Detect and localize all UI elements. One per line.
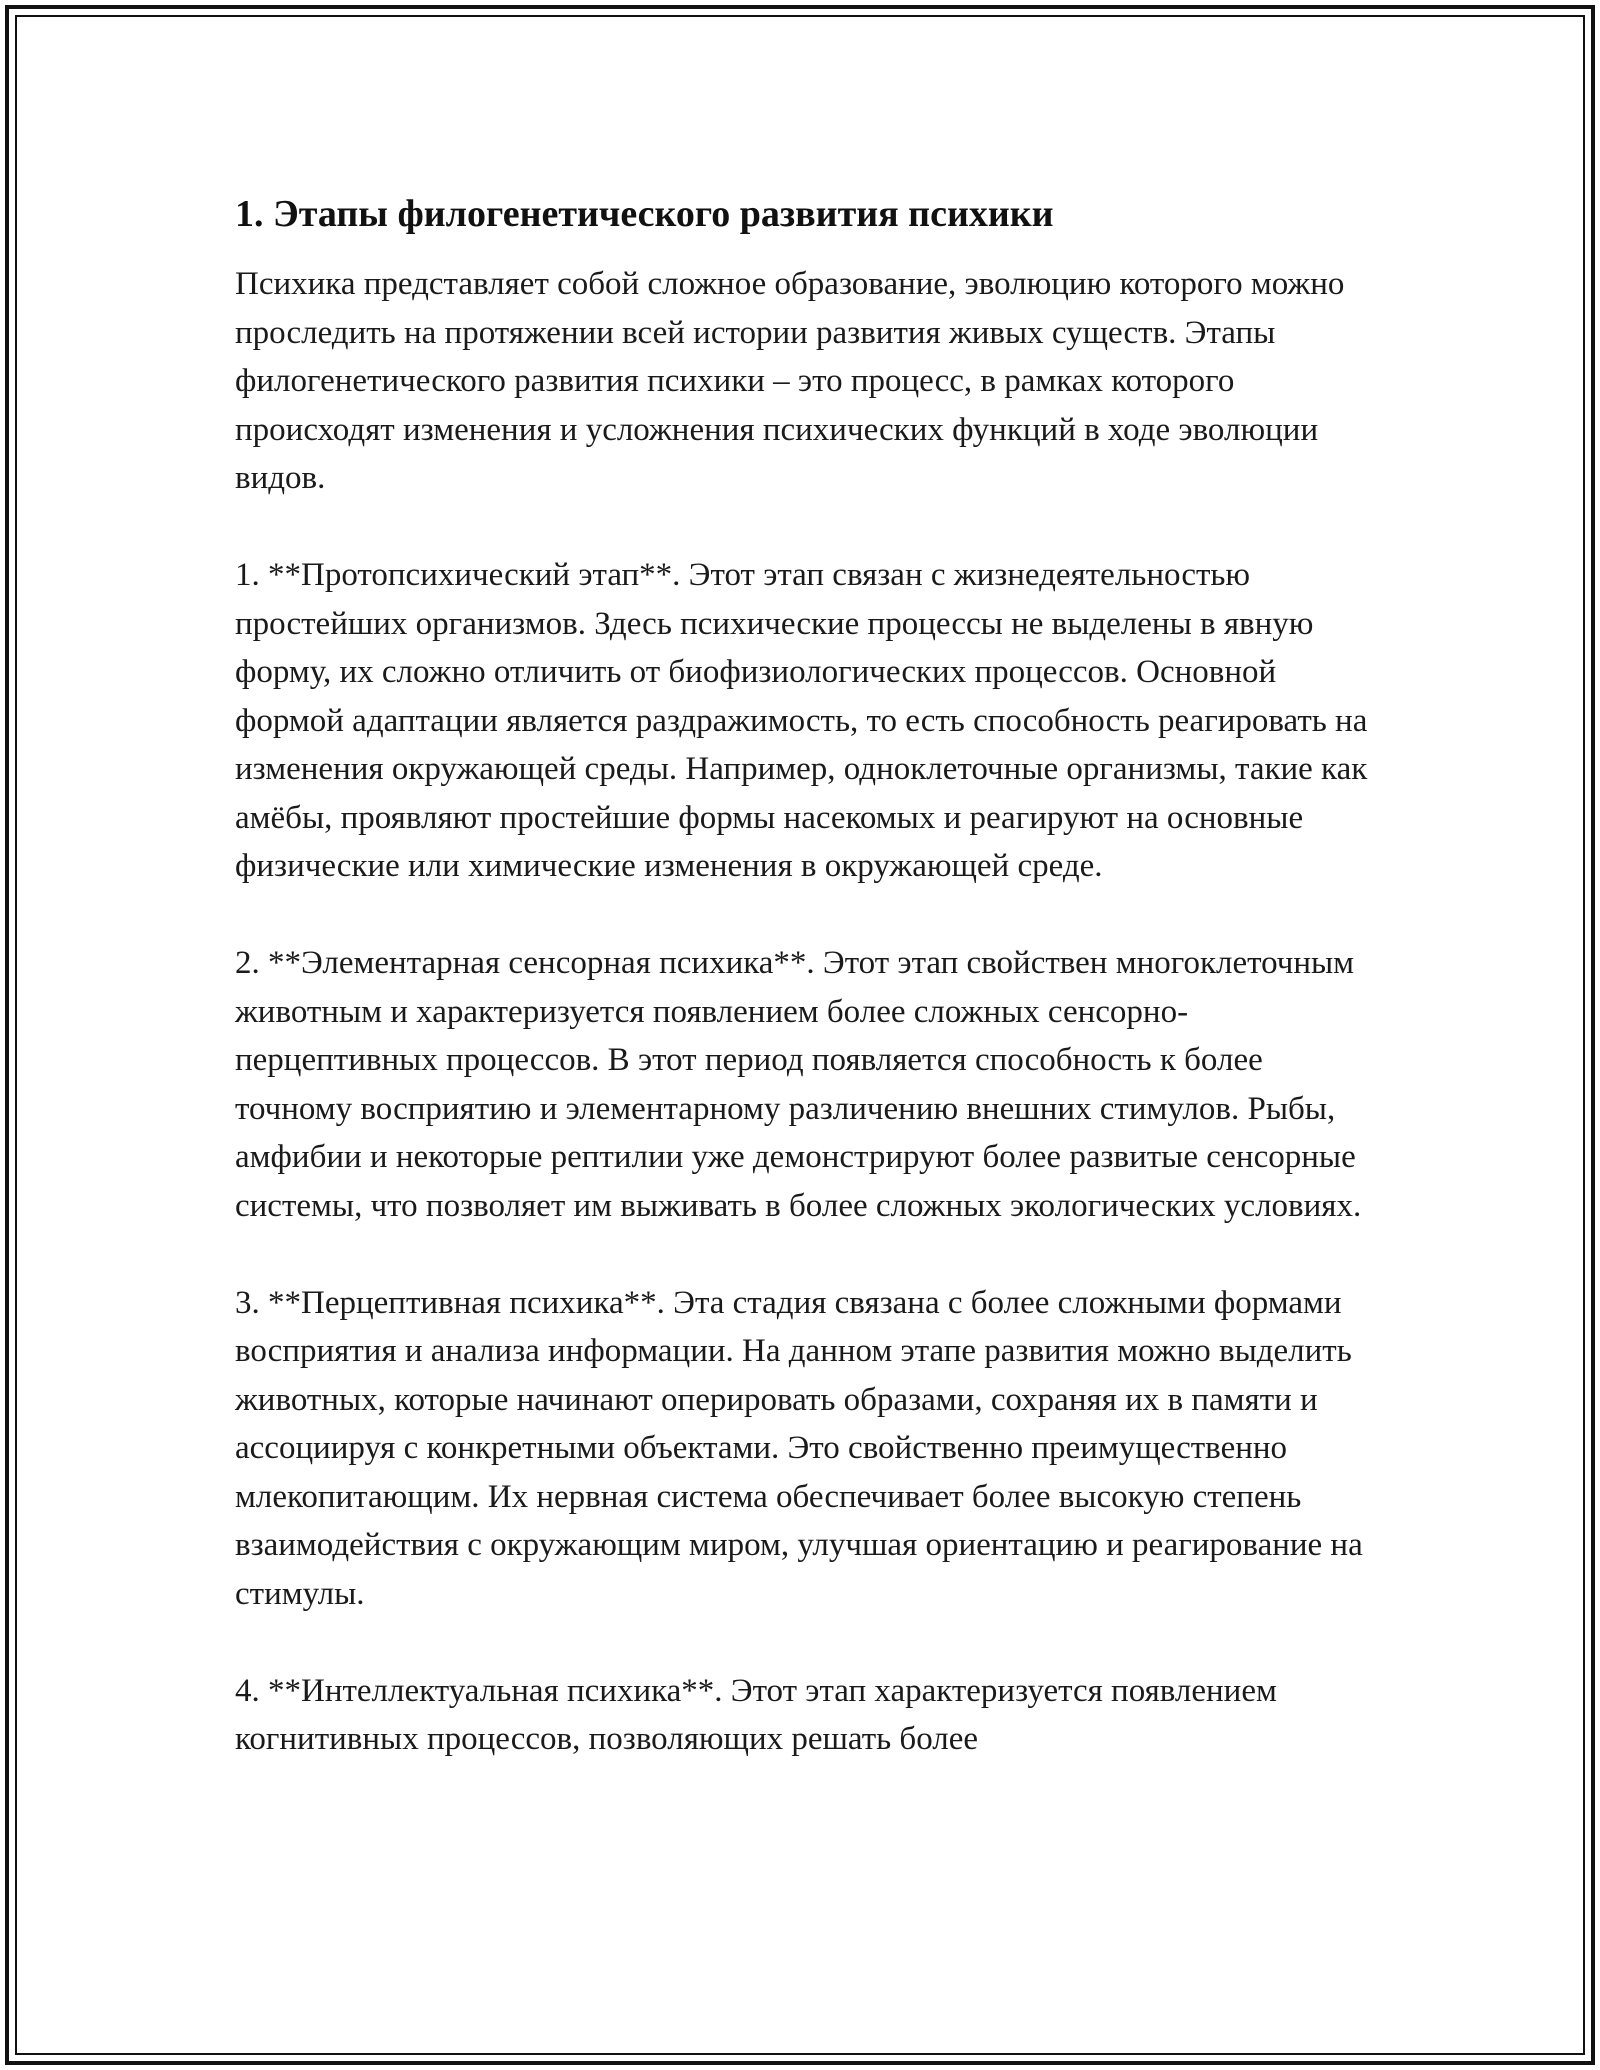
stage-3-paragraph: 3. **Перцептивная психика**. Эта стадия связана с более сложными формами восприятия и анализа информации. На данном этапе развития можно выделить животных, которые начинают оперировать образами, сохраняя их в памяти и ассоциируя с конкретными объектами. Это свойственно преимущественно млекопитающим. Их нервная система обеспечивает более высокую степень взаимодействия с окружающим миром, улучшая ориентацию и реагирование на стимулы. bbox=[235, 1284, 1363, 1612]
intro-paragraph: Психика представляет собой сложное образование, эволюцию которого можно проследить на протяжении всей истории развития живых существ. Этапы филогенетического развития психики – это процесс, в рамках которого происходят изменения и усложнения психических функций в ходе эволюции видов. bbox=[235, 266, 1345, 496]
stage-4-paragraph: 4. **Интеллектуальная психика**. Этот этап характеризуется появлением когнитивных процессов, позволяющих решать более bbox=[235, 1672, 1277, 1757]
document-body bbox=[235, 186, 1375, 1764]
stage-2-paragraph: 2. **Элементарная сенсорная психика**. Этот этап свойствен многоклеточным животным и характеризуется появлением более сложных сенсорно-перцептивных процессов. В этот период появляется способность к более точному восприятию и элементарному различению внешних стимулов. Рыбы, амфибии и некоторые рептилии уже демонстрируют более развитые сенсорные системы, что позволяет им выживать в более сложных экологических условиях. bbox=[235, 945, 1362, 1224]
section-heading: 1. Этапы филогенетического развития психики bbox=[235, 193, 1054, 235]
stage-1-paragraph: 1. **Протопсихический этап**. Этот этап связан с жизнедеятельностью простейших организмов. Здесь психические процессы не выделены в явную форму, их сложно отличить от биофизиологических процессов. Основной формой адаптации является раздражимость, то есть способность реагировать на изменения окружающей среды. Например, одноклеточные организмы, такие как амёбы, проявляют простейшие формы насекомых и реагируют на основные физические или химические изменения в окружающей среде. bbox=[235, 557, 1368, 884]
